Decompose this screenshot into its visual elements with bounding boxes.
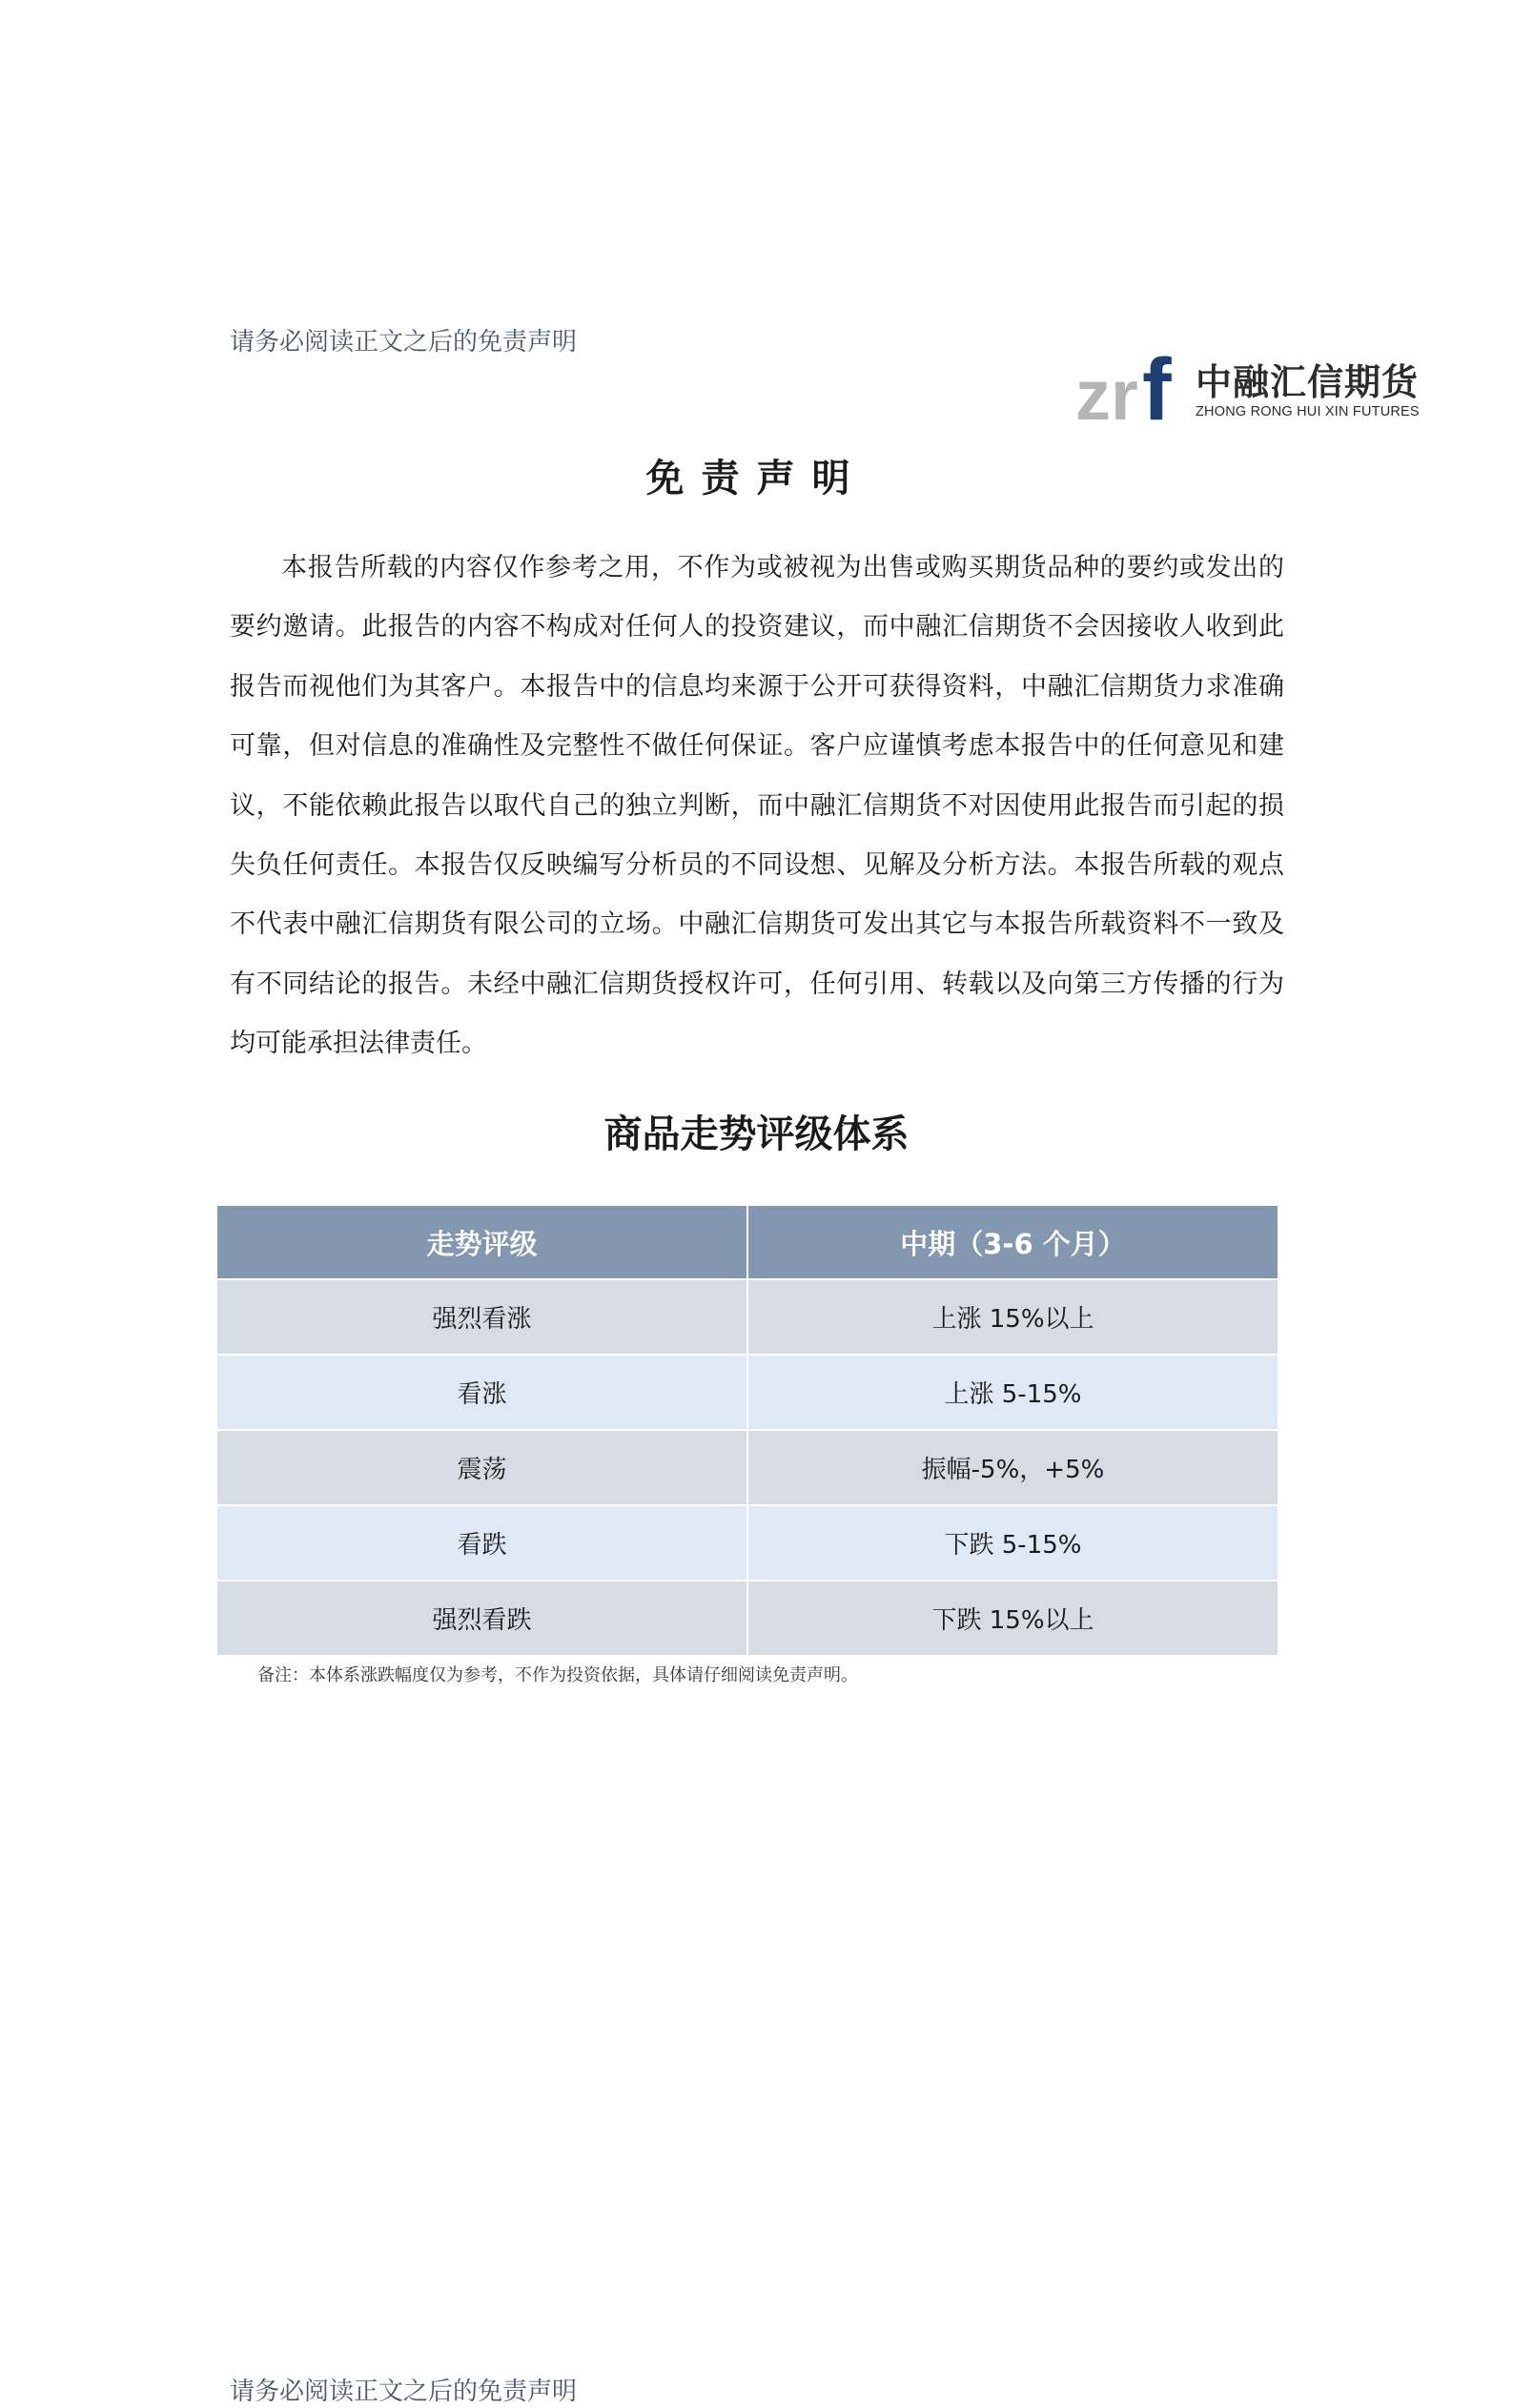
rating-table (217, 1206, 1278, 1655)
rating-label: 震荡 (217, 1430, 747, 1505)
table-row (217, 1505, 1278, 1581)
rating-range: 下跌 5-15% (747, 1505, 1278, 1581)
rating-label: 看涨 (217, 1355, 747, 1430)
logo-name-cn: 中融汇信期货 (1196, 361, 1420, 403)
logo-mark-f: f (1142, 351, 1172, 429)
company-logo (1075, 351, 1420, 429)
rating-header-medium-term: 中期（3-6 个月） (747, 1206, 1278, 1279)
rating-range: 上涨 15%以上 (747, 1279, 1278, 1355)
header-disclaimer-note: 请务必阅读正文之后的免责声明 (230, 328, 578, 357)
logo-name-en: ZHONG RONG HUI XIN FUTURES (1196, 404, 1420, 419)
rating-range: 振幅-5%，+5% (747, 1430, 1278, 1505)
rating-label: 看跌 (217, 1505, 747, 1581)
disclaimer-body: 本报告所载的内容仅作参考之用，不作为或被视为出售或购买期货品种的要约或发出的要约邀请。此报告的内容不构成对任何人的投资建议，而中融汇信期货不会因接收人收到此报告而视他们为其客户。本报告中的信息均来源于公开可获得资料，中融汇信期货力求准确可靠，但对信息的准确性及完整性不做任何保证。客户应谨慎考虑本报告中的任何意见和建议，不能依赖此报告以取代自己的独立判断，而中融汇信期货不对因使用此报告而引起的损失负任何责任。本报告仅反映编写分析员的不同设想、见解及分析方法。本报告所载的观点不代表中融汇信期货有限公司的立场。中融汇信期货可发出其它与本报告所载资料不一致及有不同结论的报告。未经中融汇信期货授权许可，任何引用、转载以及向第三方传播的行为均可能承担法律责任。 (230, 553, 1284, 1059)
rating-header-trend: 走势评级 (217, 1206, 747, 1279)
rating-system-title: 商品走势评级体系 (603, 1112, 910, 1156)
zrf-logo-icon (1075, 351, 1190, 429)
disclaimer-title: 免责声明 (645, 457, 868, 500)
table-row (217, 1430, 1278, 1505)
table-row (217, 1581, 1278, 1655)
logo-mark-zr: zr (1075, 356, 1138, 429)
footer-disclaimer-note: 请务必阅读正文之后的免责声明 (230, 2377, 578, 2406)
table-row (217, 1279, 1278, 1355)
rating-table-note: 备注：本体系涨跌幅度仅为参考，不作为投资依据，具体请仔细阅读免责声明。 (257, 1665, 858, 1685)
rating-range: 下跌 15%以上 (747, 1581, 1278, 1655)
rating-range: 上涨 5-15% (747, 1355, 1278, 1430)
table-row (217, 1355, 1278, 1430)
rating-label: 强烈看跌 (217, 1581, 747, 1655)
rating-label: 强烈看涨 (217, 1279, 747, 1355)
rating-table-header-row (217, 1206, 1278, 1279)
